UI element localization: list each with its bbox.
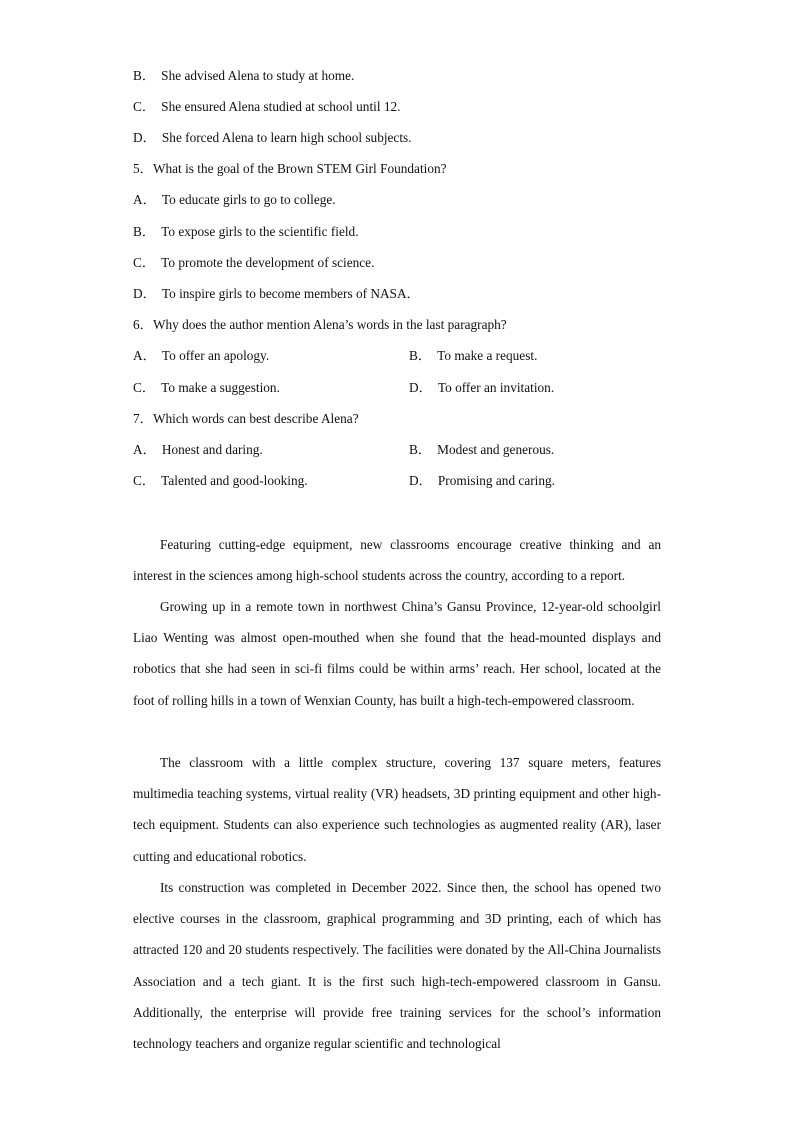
option-text: To offer an apology.: [161, 348, 270, 363]
option-marker: B．: [409, 348, 432, 363]
q4-option-c: [133, 98, 400, 116]
option-text: Promising and caring.: [437, 473, 555, 488]
q7-option-d: [409, 472, 555, 490]
q7-option-c: [133, 472, 308, 490]
q7-stem: 7．Which words can best describe Alena?: [133, 411, 359, 426]
option-text: To educate girls to go to college.: [161, 192, 336, 207]
option-text: To promote the development of science.: [161, 255, 375, 270]
q6-option-b: [409, 347, 537, 365]
option-marker: A．: [133, 192, 156, 207]
q6-option-d: [409, 379, 554, 397]
q5-option-c: [133, 254, 374, 272]
q4-option-b: [133, 67, 354, 85]
q5-stem: 5．What is the goal of the Brown STEM Girl Foundation?: [133, 161, 447, 176]
option-text: She advised Alena to study at home.: [161, 68, 355, 83]
q5-option-d: [133, 285, 420, 303]
option-text: To make a suggestion.: [161, 380, 280, 395]
option-marker: D．: [409, 473, 432, 488]
passage-paragraph-3: The classroom with a little complex structure, covering 137 square meters, features multimedia teaching systems, virtual reality (VR) headsets, 3D printing equipment and other high-tech equipment. Students can also experience such technologies as augmented reality (AR), laser cutting and educational robotics.: [133, 755, 661, 864]
q7-option-a: [133, 441, 263, 459]
option-marker: C．: [133, 255, 156, 270]
option-text: Honest and daring.: [161, 442, 263, 457]
option-text: To inspire girls to become members of NASA．: [161, 286, 420, 301]
q5-option-a: [133, 191, 336, 209]
option-text: To make a request.: [437, 348, 538, 363]
option-text: Talented and good-looking.: [161, 473, 308, 488]
option-text: To offer an invitation.: [437, 380, 555, 395]
option-text: To expose girls to the scientific field.: [161, 224, 359, 239]
option-marker: A．: [133, 348, 156, 363]
q6-stem: 6．Why does the author mention Alena’s words in the last paragraph?: [133, 317, 507, 332]
option-marker: D．: [133, 286, 156, 301]
q5-option-b: [133, 223, 359, 241]
option-marker: B．: [409, 442, 432, 457]
option-marker: D．: [133, 130, 156, 145]
q6-option-a: [133, 347, 269, 365]
option-marker: C．: [133, 99, 156, 114]
q4-option-d: [133, 129, 412, 147]
q6-option-c: [133, 379, 280, 397]
option-text: She ensured Alena studied at school until 12.: [161, 99, 401, 114]
option-marker: B．: [133, 224, 156, 239]
option-text: She forced Alena to learn high school subjects.: [161, 130, 412, 145]
passage-paragraph-2: Growing up in a remote town in northwest China’s Gansu Province, 12-year-old schoolgirl Liao Wenting was almost open-mouthed when she found that the head-mounted displays and robotics that she had seen in sci-fi films could be within arms’ reach. Her school, located at the foot of rolling hills in a town of Wenxian County, has built a high-tech-empowered classroom.: [133, 599, 661, 708]
option-marker: B．: [133, 68, 156, 83]
option-marker: A．: [133, 442, 156, 457]
option-marker: C．: [133, 473, 156, 488]
option-text: Modest and generous.: [437, 442, 555, 457]
passage-paragraph-4: Its construction was completed in December 2022. Since then, the school has opened two elective courses in the classroom, graphical programming and 3D printing, each of which has attracted 120 and 20 students respectively. The facilities were donated by the All-China Journalists Association and a tech giant. It is the first such high-tech-empowered classroom in Gansu. Additionally, the enterprise will provide free training services for the school’s information technology teachers and organize regular scientific and technological: [133, 880, 661, 1052]
passage-paragraph-1: Featuring cutting-edge equipment, new classrooms encourage creative thinking and an interest in the sciences among high-school students across the country, according to a report.: [133, 537, 661, 584]
option-marker: D．: [409, 380, 432, 395]
option-marker: C．: [133, 380, 156, 395]
q7-option-b: [409, 441, 554, 459]
